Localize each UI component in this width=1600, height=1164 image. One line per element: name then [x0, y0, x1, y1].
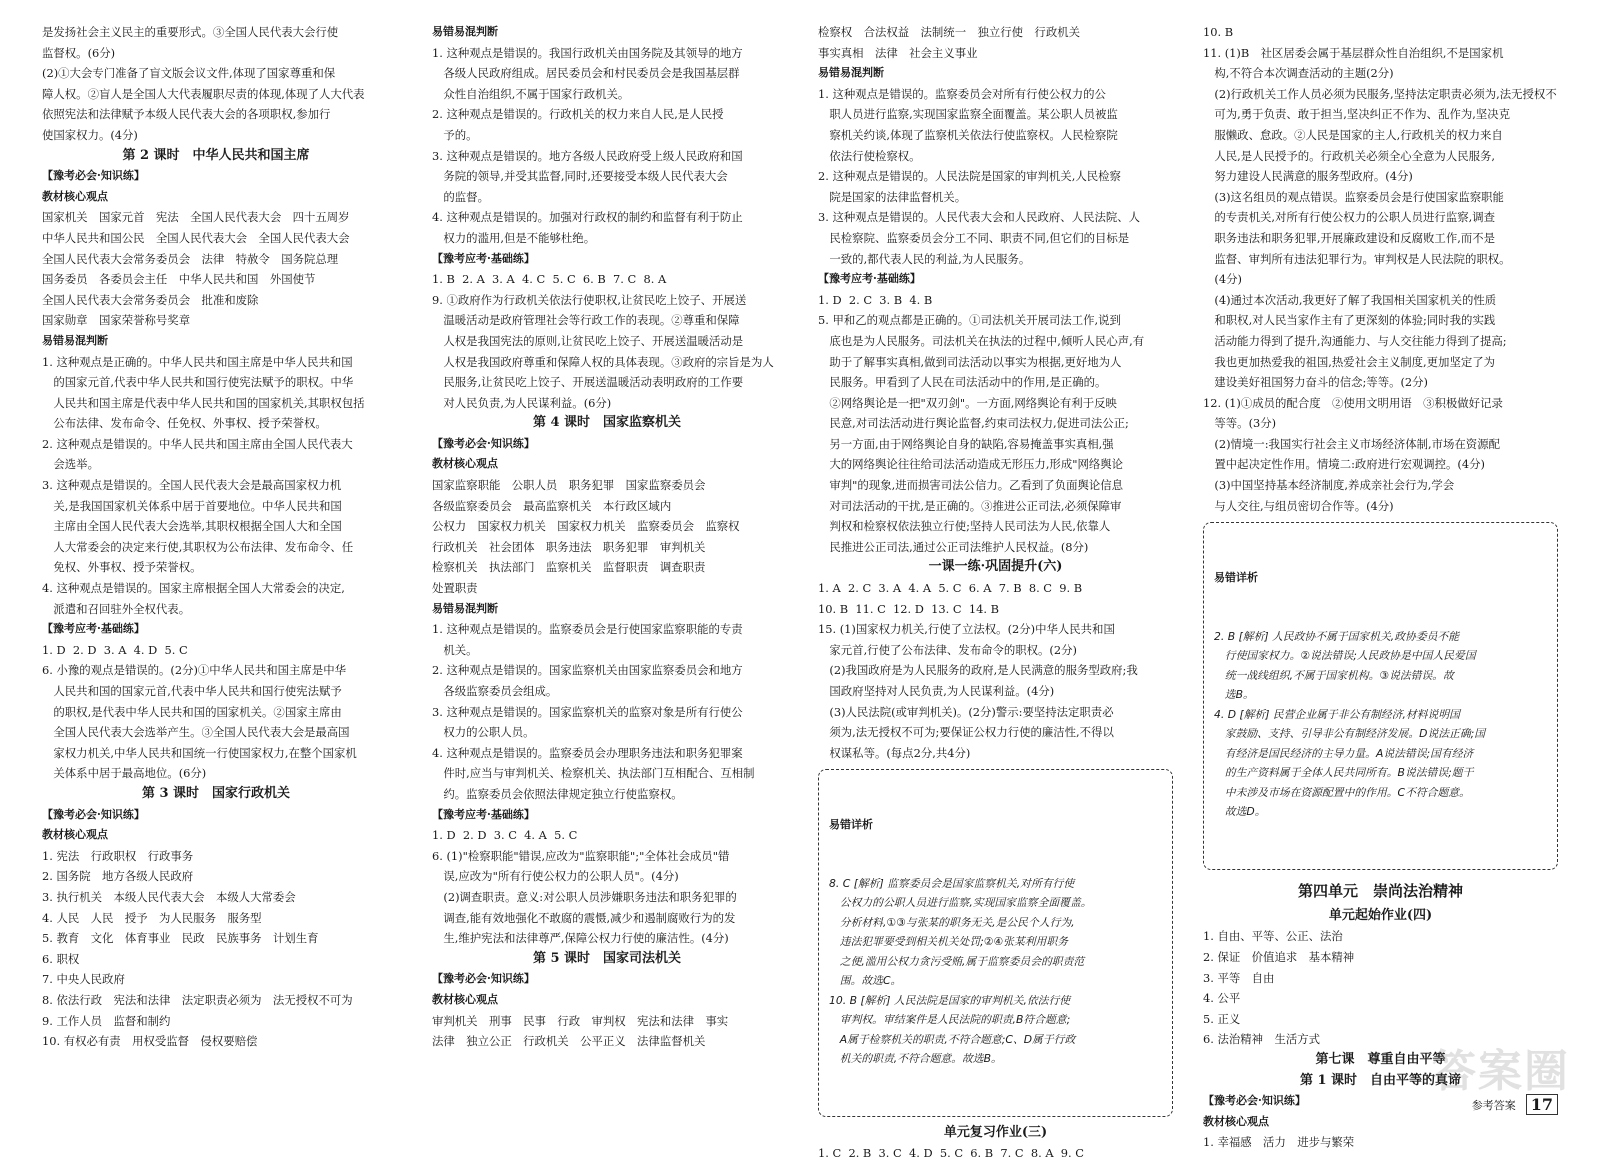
text-line: 3. 执行机关 本级人民代表大会 本级人大常委会 — [42, 889, 296, 904]
text-line: 调查,能有效地强化不敢腐的震慑,减少和遏制腐败行为的发 — [432, 910, 736, 925]
text-line: 10. B — [1203, 25, 1234, 39]
text-line: 大的网络舆论往往给司法活动造成无形压力,形成"网络舆论 — [818, 457, 1124, 472]
text-line: 的监督。 — [432, 189, 489, 204]
text-line: 处置职责 — [432, 581, 478, 596]
subsection-label: 【豫考必会·知识练】 — [1203, 1094, 1306, 1108]
analysis-line: 8. C [解析] 监察委员会是国家监察机关,对所有行使 — [829, 876, 1075, 890]
text-line: 3. 这种观点是错误的。全国人民代表大会是最高国家权力机 — [42, 478, 342, 493]
subsection-label: 教材核心观点 — [432, 992, 498, 1006]
text-line: 4. 这种观点是错误的。监察委员会办理职务违法和职务犯罪案 — [432, 745, 743, 760]
text-line: 关体系中居于最高地位。(6分) — [42, 766, 207, 781]
analysis-line: 之便,滥用公权力贪污受贿,属于监察委员会的职责范 — [829, 954, 1085, 968]
text-line: 使国家权力。(4分) — [42, 127, 138, 142]
text-line: 1. 自由、平等、公正、法治 — [1203, 929, 1343, 944]
text-line: 与人交往,与组员密切合作等。(4分) — [1203, 498, 1394, 513]
text-line: 权谋私等。(每点2分,共4分) — [818, 745, 971, 760]
text-line: 中华人民共和国公民 全国人民代表大会 全国人民代表大会 — [42, 230, 350, 245]
analysis-line: 分析材料,①③与张某的职务无关,是公民个人行为, — [829, 915, 1075, 929]
text-line: 免权、外事权、授予荣誉权。 — [42, 560, 202, 575]
text-line: 民服务,让贫民吃上饺子、开展送温暖活动表明政府的工作要 — [432, 375, 744, 390]
analysis-line: 的生产资料属于全体人民共同所有。B说法错误;题干 — [1214, 766, 1474, 780]
text-line: 1. 这种观点是错误的。监察委员会是行使国家监察职能的专责 — [432, 622, 743, 637]
box-body — [829, 874, 1162, 1069]
text-line: ②网络舆论是一把"双刃剑"。一方面,网络舆论有利于反映 — [818, 395, 1117, 410]
subsection-label: 【豫考必会·知识练】 — [432, 436, 535, 450]
text-line: 家元首,行使了公布法律、发布命令的职权。(2分) — [818, 642, 1077, 657]
text-line: 国家监察职能 公职人员 职务犯罪 国家监察委员会 — [432, 478, 706, 493]
analysis-line: 审判权。审结案件是人民法院的职责,B符合题意; — [829, 1013, 1071, 1027]
text-line: 10. 有权必有责 用权受监督 侵权要赔偿 — [42, 1034, 258, 1049]
text-line: 国家勋章 国家荣誉称号奖章 — [42, 313, 191, 328]
analysis-line: 故选D。 — [1214, 805, 1266, 819]
text-line: 3. 这种观点是错误的。人民代表大会和人民政府、人民法院、人 — [818, 210, 1141, 225]
text-line: 1. B 2. A 3. A 4. C 5. C 6. B 7. C 8. A — [432, 272, 667, 287]
text-line: 5. 甲和乙的观点都是正确的。①司法机关开展司法工作,说到 — [818, 313, 1121, 328]
section-heading: 第 3 课时 国家行政机关 — [141, 785, 291, 801]
text-line: 国家机关 国家元首 宪法 全国人民代表大会 四十五周岁 — [42, 210, 350, 225]
text-line: 9. ①政府作为行政机关依法行使职权,让贫民吃上饺子、开展送 — [432, 292, 747, 307]
subsection-label: 【豫考必会·知识练】 — [42, 807, 145, 821]
section-heading: 第 4 课时 国家监察机关 — [532, 415, 682, 431]
text-line: 1. 宪法 行政职权 行政事务 — [42, 848, 194, 863]
text-line: 6. 小豫的观点是错误的。(2分)①中华人民共和国主席是中华 — [42, 663, 346, 678]
analysis-line: 家鼓励、支持、引导非公有制经济发展。D说法正确;国 — [1214, 727, 1486, 741]
text-line: 4. 人民 人民 授予 为人民服务 服务型 — [42, 910, 262, 925]
column-3-bottom — [818, 1123, 1173, 1164]
analysis-line: 违法犯罪要受到相关机关处罚;②④张某利用职务 — [829, 935, 1068, 949]
text-line: 2. 国务院 地方各级人民政府 — [42, 869, 194, 884]
text-line: 我也更加热爱我的祖国,热爱社会主义制度,更加坚定了为 — [1203, 354, 1496, 369]
column-4 — [1203, 22, 1558, 1153]
text-line: 另一方面,由于网络舆论自身的缺陷,容易掩盖事实真相,强 — [818, 436, 1114, 451]
page-number: 17 — [1526, 1094, 1558, 1115]
text-line: 障人权。②盲人是全国人大代表履职尽责的体现,体现了人大代表 — [42, 86, 365, 101]
text-line: 12. (1)①成员的配合度 ②使用文明用语 ③积极做好记录 — [1203, 395, 1503, 410]
text-line: 的国家元首,代表中华人民共和国行使宪法赋予的职权。中华 — [42, 375, 354, 390]
text-line: 家权力机关,中华人民共和国统一行使国家权力,在整个国家机 — [42, 745, 357, 760]
text-line: 努力建设人民满意的服务型政府。(4分) — [1203, 169, 1413, 184]
text-line: 15. (1)国家权力机关,行使了立法权。(2分)中华人民共和国 — [818, 622, 1115, 637]
text-line: 派遣和召回驻外全权代表。 — [42, 601, 191, 616]
text-line: 全国人民代表大会选举产生。③全国人民代表大会是最高国 — [42, 725, 350, 740]
text-line: 各级监察委员会组成。 — [432, 684, 558, 698]
text-line: 机关。 — [432, 642, 478, 657]
text-line: (2)行政机关工作人员必须为民服务,坚持法定职责必须为,法无授权不 — [1203, 86, 1557, 101]
text-line: 11. (1)B 社区居委会属于基层群众性自治组织,不是国家机 — [1203, 45, 1504, 60]
text-line: 民推进公正司法,通过公正司法维护人民权益。(8分) — [818, 539, 1089, 554]
text-line: 民检察院、监察委员会分工不同、职责不同,但它们的目标是 — [818, 230, 1130, 245]
text-line: 公布法律、发布命令、任免权、外事权、授予荣誉权。 — [42, 416, 327, 431]
text-line: 民服务。甲看到了人民在司法活动中的作用,是正确的。 — [818, 375, 1107, 390]
watermark-logo: 答案圈 — [1432, 1046, 1570, 1097]
error-analysis-box-2 — [1203, 522, 1558, 870]
analysis-line: 公权力的公职人员进行监察,实现国家监察全面覆盖。 — [829, 896, 1092, 910]
text-line: 关,是我国国家机关体系中居于首要地位。中华人民共和国 — [42, 498, 342, 513]
text-line: 的职权,是代表中华人民共和国的国家机关。②国家主席由 — [42, 704, 342, 719]
subsection-label: 教材核心观点 — [432, 457, 498, 471]
footer-label: 参考答案 — [1471, 1098, 1516, 1112]
text-line: 1. C 2. B 3. C 4. D 5. C 6. B 7. C 8. A 9. C — [818, 1146, 1085, 1161]
text-line: (2)①大会专门准备了盲文版会议文件,体现了国家尊重和保 — [42, 66, 336, 81]
text-line: (2)我国政府是为人民服务的政府,是人民满意的服务型政府;我 — [818, 663, 1138, 678]
text-line: 依法行使检察权。 — [818, 148, 921, 163]
analysis-line: 中未涉及市场在资源配置中的作用。C不符合题意。 — [1214, 785, 1470, 799]
text-line: (2)情境一:我国实行社会主义市场经济体制,市场在资源配 — [1203, 436, 1500, 451]
text-line: 审判机关 刑事 民事 行政 审判权 宪法和法律 事实 — [432, 1013, 729, 1028]
text-line: 的专责机关,对所有行使公权力的公职人员进行监察,调查 — [1203, 210, 1496, 225]
text-line: 7. 中央人民政府 — [42, 972, 125, 987]
text-line: 职务违法和职务犯罪,开展廉政建设和反腐败工作,而不是 — [1203, 230, 1496, 245]
text-line: 察机关约谈,体现了监察机关依法行使监察权。人民检察院 — [818, 127, 1118, 142]
analysis-line: A属于检察机关的职责,不符合题意;C、D属于行政 — [829, 1032, 1076, 1046]
text-line: 1. 这种观点是正确的。中华人民共和国主席是中华人民共和国 — [42, 354, 353, 369]
text-line: 8. 依法行政 宪法和法律 法定职责必须为 法无授权不可为 — [42, 992, 353, 1007]
text-line: 须为,法无授权不可为;要保证公权力行使的廉洁性,不得以 — [818, 725, 1114, 740]
text-line: 人民共和国主席是代表中华人民共和国的国家机关,其职权包括 — [42, 395, 365, 410]
text-line: 生,维护宪法和法律尊严,保障公权力行使的廉洁性。(4分) — [432, 931, 729, 946]
text-line: 权力的滥用,但是不能够杜绝。 — [432, 230, 596, 245]
unit-heading: 第四单元 崇尚法治精神 — [1297, 881, 1463, 900]
text-line: 予的。 — [432, 127, 478, 142]
text-line: 院是国家的法律监督机关。 — [818, 189, 967, 204]
text-line: 6. 职权 — [42, 951, 80, 966]
text-line: (3)中国坚持基本经济制度,养成亲社会行为,学会 — [1203, 478, 1455, 493]
box-title: 易错详析 — [829, 818, 873, 832]
text-line: 2. 这种观点是错误的。国家监察机关由国家监察委员会和地方 — [432, 663, 743, 678]
text-line: 3. 这种观点是错误的。国家监察机关的监察对象是所有行使公 — [432, 704, 743, 719]
text-line: 人权是我国宪法的原则,让贫民吃上饺子、开展送温暖活动是 — [432, 333, 744, 348]
text-line: 依照宪法和法律赋予本级人民代表大会的各项职权,参加行 — [42, 107, 331, 122]
text-line: 1. D 2. D 3. A 4. D 5. C — [42, 642, 188, 657]
text-line: 民意,对司法活动进行舆论监督,约束司法权力,促进司法公正; — [818, 416, 1129, 431]
text-line: 1. 幸福感 活力 进步与繁荣 — [1203, 1135, 1355, 1150]
column-2 — [432, 22, 782, 1052]
text-line: 判权和检察权依法独立行使;坚持人民司法为人民,依靠人 — [818, 519, 1111, 534]
text-line: 人民共和国的国家元首,代表中华人民共和国行使宪法赋予 — [42, 684, 342, 698]
text-line: 2. 这种观点是错误的。中华人民共和国主席由全国人民代表大 — [42, 436, 353, 451]
text-line: 人大常委会的决定来行使,其职权为公布法律、发布命令、任 — [42, 539, 354, 554]
text-line: 置中起决定性作用。情境二:政府进行宏观调控。(4分) — [1203, 457, 1485, 472]
text-line: 国政府坚持对人民负责,为人民谋利益。(4分) — [818, 684, 1055, 698]
text-line: 2. 这种观点是错误的。人民法院是国家的审判机关,人民检察 — [818, 169, 1121, 184]
analysis-line: 2. B [解析] 人民政协不属于国家机关,政协委员不能 — [1214, 629, 1459, 643]
text-line: 1. 这种观点是错误的。我国行政机关由国务院及其领导的地方 — [432, 45, 743, 60]
text-line: 底也是为人民服务。司法机关在执法的过程中,倾听人民心声,有 — [818, 333, 1145, 348]
column-4-top — [1203, 22, 1558, 516]
text-line: 助于了解事实真相,做到司法活动以事实为根据,更好地为人 — [818, 354, 1122, 369]
subsection-label: 教材核心观点 — [42, 828, 108, 842]
section-heading: 单元复习作业(三) — [943, 1124, 1048, 1140]
section-heading: 第 5 课时 国家司法机关 — [532, 950, 682, 966]
text-line: 检察权 合法权益 法制统一 独立行使 行政机关 — [818, 25, 1080, 39]
text-line: 活动能力得到了提升,沟通能力、与人交往能力得到了提高; — [1203, 333, 1507, 348]
text-line: 3. 平等 自由 — [1203, 970, 1275, 985]
section-heading: 第 1 课时 自由平等的真谛 — [1299, 1072, 1462, 1088]
text-line: 等等。(3分) — [1203, 416, 1277, 431]
text-line: 9. 工作人员 监督和制约 — [42, 1013, 171, 1028]
text-line: 4. 这种观点是错误的。国家主席根据全国人大常委会的决定, — [42, 581, 345, 596]
text-line: 4. 这种观点是错误的。加强对行政权的制约和监督有利于防止 — [432, 210, 743, 225]
text-line: 各级监察委员会 最高监察机关 本行政区域内 — [432, 498, 672, 513]
text-line: 务院的领导,并受其监督,同时,还要接受本级人民代表大会 — [432, 169, 728, 184]
text-line: (4分) — [1203, 272, 1242, 287]
text-line: 1. D 2. D 3. C 4. A 5. C — [432, 828, 578, 843]
text-line: 行政机关 社会团体 职务违法 职务犯罪 审判机关 — [432, 539, 706, 554]
error-analysis-box-1 — [818, 769, 1173, 1117]
subsection-label: 易错易混判断 — [818, 66, 884, 80]
text-line: 法律 独立公正 行政机关 公平正义 法律监督机关 — [432, 1034, 706, 1049]
text-line: 构,不符合本次调查活动的主题(2分) — [1203, 66, 1394, 81]
subsection-label: 【豫考必会·知识练】 — [42, 169, 145, 183]
text-line: 监督、审判所有违法犯罪行为。审判权是人民法院的职权。 — [1203, 251, 1511, 266]
text-line: 温暖活动是政府管理社会等行政工作的表现。②尊重和保障 — [432, 313, 740, 328]
text-line: 误,应改为"所有行使公权力的公职人员"。(4分) — [432, 869, 679, 884]
text-line: 审判"的现象,进而损害司法公信力。乙看到了负面舆论信息 — [818, 478, 1124, 493]
text-line: 众性自治组织,不属于国家行政机关。 — [432, 86, 630, 101]
analysis-line: 选B。 — [1214, 688, 1254, 702]
subsection-label: 【豫考应考·基础练】 — [818, 272, 921, 286]
box-title: 易错详析 — [1214, 571, 1258, 585]
text-line: 全国人民代表大会常务委员会 法律 特赦令 国务院总理 — [42, 251, 339, 266]
subsection-label: 易错易混判断 — [432, 25, 498, 38]
text-line: 国务委员 各委员会主任 中华人民共和国 外国使节 — [42, 272, 316, 287]
text-line: 5. 教育 文化 体育事业 民政 民族事务 计划生育 — [42, 931, 319, 946]
subsection-label: 教材核心观点 — [1203, 1114, 1269, 1128]
analysis-line: 行使国家权力。②说法错误;人民政协是中国人民爱国 — [1214, 649, 1476, 663]
column-3 — [818, 22, 1173, 1164]
text-line: 可为,勇于负责、敢于担当,坚决纠正不作为、乱作为,坚决克 — [1203, 107, 1511, 122]
analysis-line: 机关的职责,不符合题意。故选B。 — [829, 1052, 1002, 1066]
text-line: 件时,应当与审判机关、检察机关、执法部门互相配合、互相制 — [432, 766, 755, 781]
text-line: 检察机关 执法部门 监察机关 监督职责 调查职责 — [432, 560, 706, 575]
text-line: 6. (1)"检察职能"错误,应改为"监察职能";"全体社会成员"错 — [432, 848, 730, 863]
text-line: 对司法活动的干扰,是正确的。③推进公正司法,必须保障审 — [818, 498, 1122, 513]
subsection-label: 易错易混判断 — [42, 333, 108, 347]
text-line: 一致的,都代表人民的利益,为人民服务。 — [818, 251, 1031, 266]
text-line: 职人员进行监察,实现国家监察全面覆盖。某公职人员被监 — [818, 107, 1118, 122]
section-heading: 单元起始作业(四) — [1328, 907, 1433, 923]
column-3-top — [818, 22, 1173, 763]
analysis-line: 围。故选C。 — [829, 974, 902, 988]
text-line: 权力的公职人员。 — [432, 725, 535, 740]
text-line: 5. 正义 — [1203, 1011, 1241, 1026]
text-line: 1. A 2. C 3. A 4. A 5. C 6. A 7. B 8. C 9. B — [818, 581, 1083, 596]
subsection-label: 【豫考应考·基础练】 — [432, 807, 535, 821]
text-line: (3)人民法院(或审判机关)。(2分)警示:要坚持法定职责必 — [818, 704, 1114, 719]
text-line: (2)调查职责。意义:对公职人员涉嫌职务违法和职务犯罪的 — [432, 889, 737, 904]
text-line: 是发扬社会主义民主的重要形式。③全国人民代表大会行使 — [42, 25, 339, 39]
text-line: 2. 保证 价值追求 基本精神 — [1203, 949, 1355, 964]
text-line: 会选举。 — [42, 457, 99, 472]
section-heading: 一课一练·巩固提升(六) — [928, 559, 1063, 575]
text-line: 4. 公平 — [1203, 991, 1241, 1006]
analysis-line: 统一战线组织,不属于国家机构。③说法错误。故 — [1214, 668, 1454, 682]
text-line: 2. 这种观点是错误的。行政机关的权力来自人民,是人民授 — [432, 107, 724, 122]
text-line: 监督权。(6分) — [42, 45, 116, 60]
text-line: 各级人民政府组成。居民委员会和村民委员会是我国基层群 — [432, 66, 740, 81]
section-heading: 第七课 尊重自由平等 — [1315, 1051, 1446, 1067]
column-1 — [42, 22, 390, 1052]
text-line: 人权是我国政府尊重和保障人权的具体表现。③政府的宗旨是为人 — [432, 354, 774, 369]
subsection-label: 教材核心观点 — [42, 189, 108, 203]
text-line: 约。监察委员会依照法律规定独立行使监察权。 — [432, 786, 683, 801]
text-line: 对人民负责,为人民谋利益。(6分) — [432, 395, 612, 410]
text-line: 1. D 2. C 3. B 4. B — [818, 292, 933, 307]
box-body — [1214, 627, 1547, 822]
text-line: 3. 这种观点是错误的。地方各级人民政府受上级人民政府和国 — [432, 148, 743, 163]
text-line: 事实真相 法律 社会主义事业 — [818, 45, 978, 60]
analysis-line: 有经济是国民经济的主导力量。A说法错误;国有经济 — [1214, 746, 1474, 760]
section-heading: 第 2 课时 中华人民共和国主席 — [122, 147, 310, 163]
text-line: (4)通过本次活动,我更好了解了我国相关国家机关的性质 — [1203, 292, 1497, 307]
text-line: 服懒政、怠政。②人民是国家的主人,行政机关的权力来自 — [1203, 127, 1503, 142]
subsection-label: 易错易混判断 — [432, 601, 498, 615]
text-line: 10. B 11. C 12. D 13. C 14. B — [818, 601, 999, 616]
text-line: 全国人民代表大会常务委员会 批准和废除 — [42, 292, 259, 307]
analysis-line: 4. D [解析] 民营企业属于非公有制经济,材料说明国 — [1214, 707, 1460, 721]
text-line: 6. 法治精神 生活方式 — [1203, 1032, 1321, 1047]
subsection-label: 【豫考应考·基础练】 — [432, 251, 535, 265]
text-line: 和职权,对人民当家作主有了更深刻的体验;同时我的实践 — [1203, 313, 1496, 328]
text-line: 公权力 国家权力机关 国家权力机关 监察委员会 监察权 — [432, 519, 740, 534]
text-line: 建设美好祖国努力奋斗的信念;等等。(2分) — [1203, 375, 1429, 390]
text-line: (3)这名组员的观点错误。监察委员会是行使国家监察职能 — [1203, 189, 1504, 204]
subsection-label: 【豫考必会·知识练】 — [432, 972, 535, 986]
analysis-line: 10. B [解析] 人民法院是国家的审判机关,依法行使 — [829, 993, 1071, 1007]
text-line: 主席由全国人民代表大会选举,其职权根据全国人大和全国 — [42, 519, 342, 534]
subsection-label: 【豫考应考·基础练】 — [42, 622, 145, 636]
text-line: 人民,是人民授予的。行政机关必须全心全意为人民服务, — [1203, 148, 1496, 163]
page-footer — [1472, 1094, 1558, 1115]
text-line: 1. 这种观点是错误的。监察委员会对所有行使公权力的公 — [818, 86, 1106, 101]
